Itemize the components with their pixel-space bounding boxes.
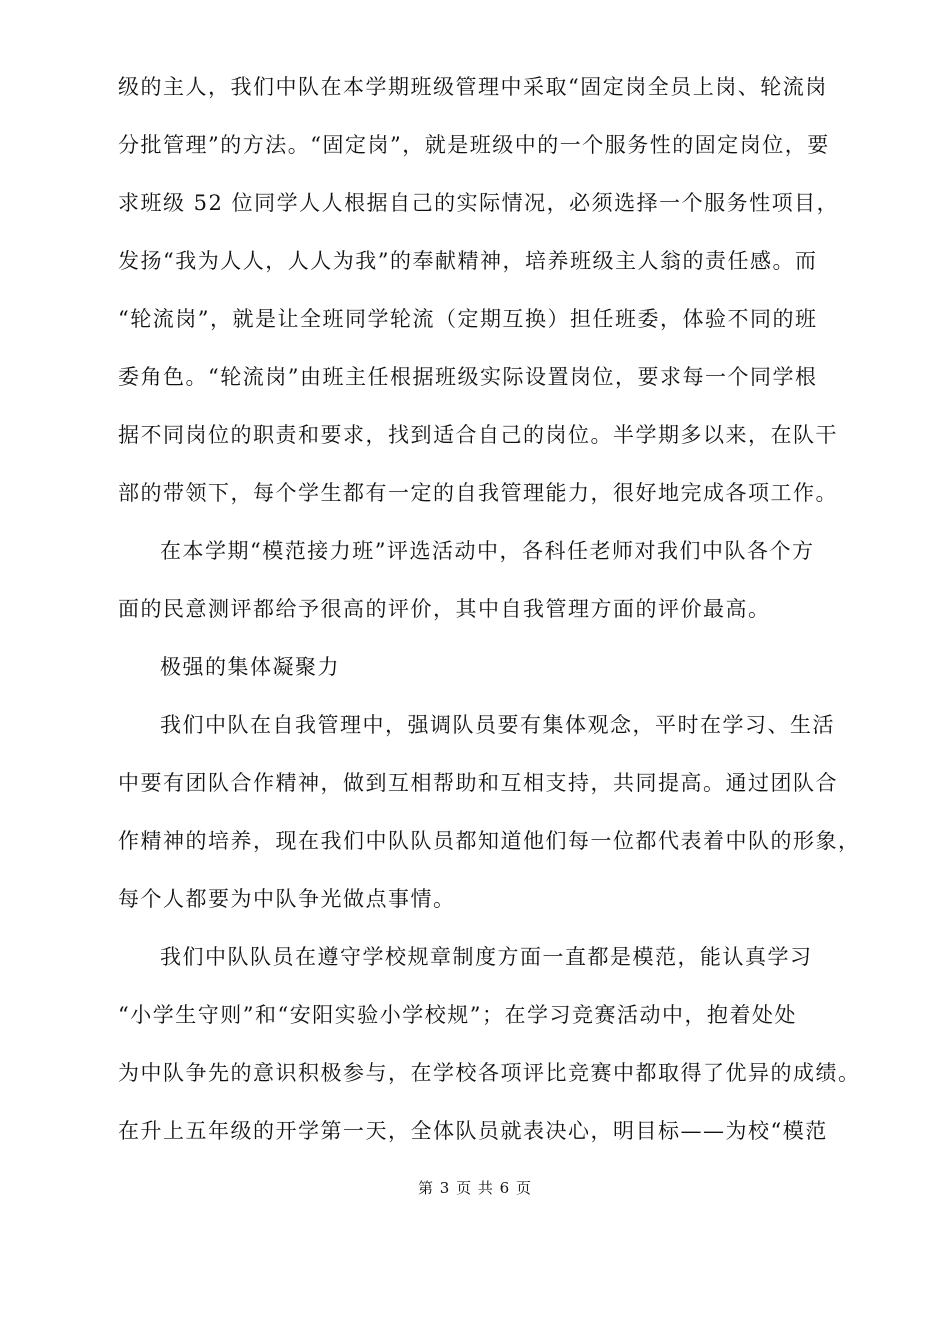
text-line: “轮流岗”，就是让全班同学轮流（定期互换）担任班委，体验不同的班 — [118, 307, 818, 331]
text-line: 为中队争先的意识积极参与，在学校各项评比竞赛中都取得了优异的成绩。 — [118, 1061, 861, 1085]
paragraph-first-line: 我们中队在自我管理中，强调队员要有集体观念，平时在学习、生活 — [160, 713, 835, 737]
text-line: 作精神的培养，现在我们中队队员都知道他们每一位都代表着中队的形象， — [118, 829, 861, 853]
text-line: 分批管理”的方法。“固定岗”，就是班级中的一个服务性的固定岗位，要 — [118, 133, 830, 157]
page-number-footer: 第 3 页 共 6 页 — [418, 1179, 532, 1197]
text-line: 面的民意测评都给予很高的评价，其中自我管理方面的评价最高。 — [118, 597, 771, 621]
text-line: 发扬“我为人人，人人为我”的奉献精神，培养班级主人翁的责任感。而 — [118, 249, 818, 273]
text-line: 级的主人，我们中队在本学期班级管理中采取“固定岗全员上岗、轮流岗 — [118, 75, 828, 99]
text-line: 求班级 52 位同学人人根据自己的实际情况，必须选择一个服务性项目， — [118, 191, 840, 215]
text-line: 每个人都要为中队争光做点事情。 — [118, 887, 456, 911]
section-heading: 极强的集体凝聚力 — [160, 655, 340, 679]
paragraph-first-line: 我们中队队员在遵守学校规章制度方面一直都是模范，能认真学习 — [160, 945, 813, 969]
text-line: 委角色。“轮流岗”由班主任根据班级实际设置岗位，要求每一个同学根 — [118, 365, 818, 389]
text-line: 据不同岗位的职责和要求，找到适合自己的岗位。半学期多以来，在队干 — [118, 423, 838, 447]
text-line: 中要有团队合作精神，做到互相帮助和互相支持，共同提高。通过团队合 — [118, 771, 838, 795]
text-line: 部的带领下，每个学生都有一定的自我管理能力，很好地完成各项工作。 — [118, 481, 838, 505]
text-line: 在升上五年级的开学第一天，全体队员就表决心，明目标——为校“模范 — [118, 1119, 828, 1143]
paragraph-first-line: 在本学期“模范接力班”评选活动中，各科任老师对我们中队各个方 — [160, 539, 815, 563]
text-line: “小学生守则”和“安阳实验小学校规”；在学习竞赛活动中，抱着处处 — [118, 1003, 797, 1027]
